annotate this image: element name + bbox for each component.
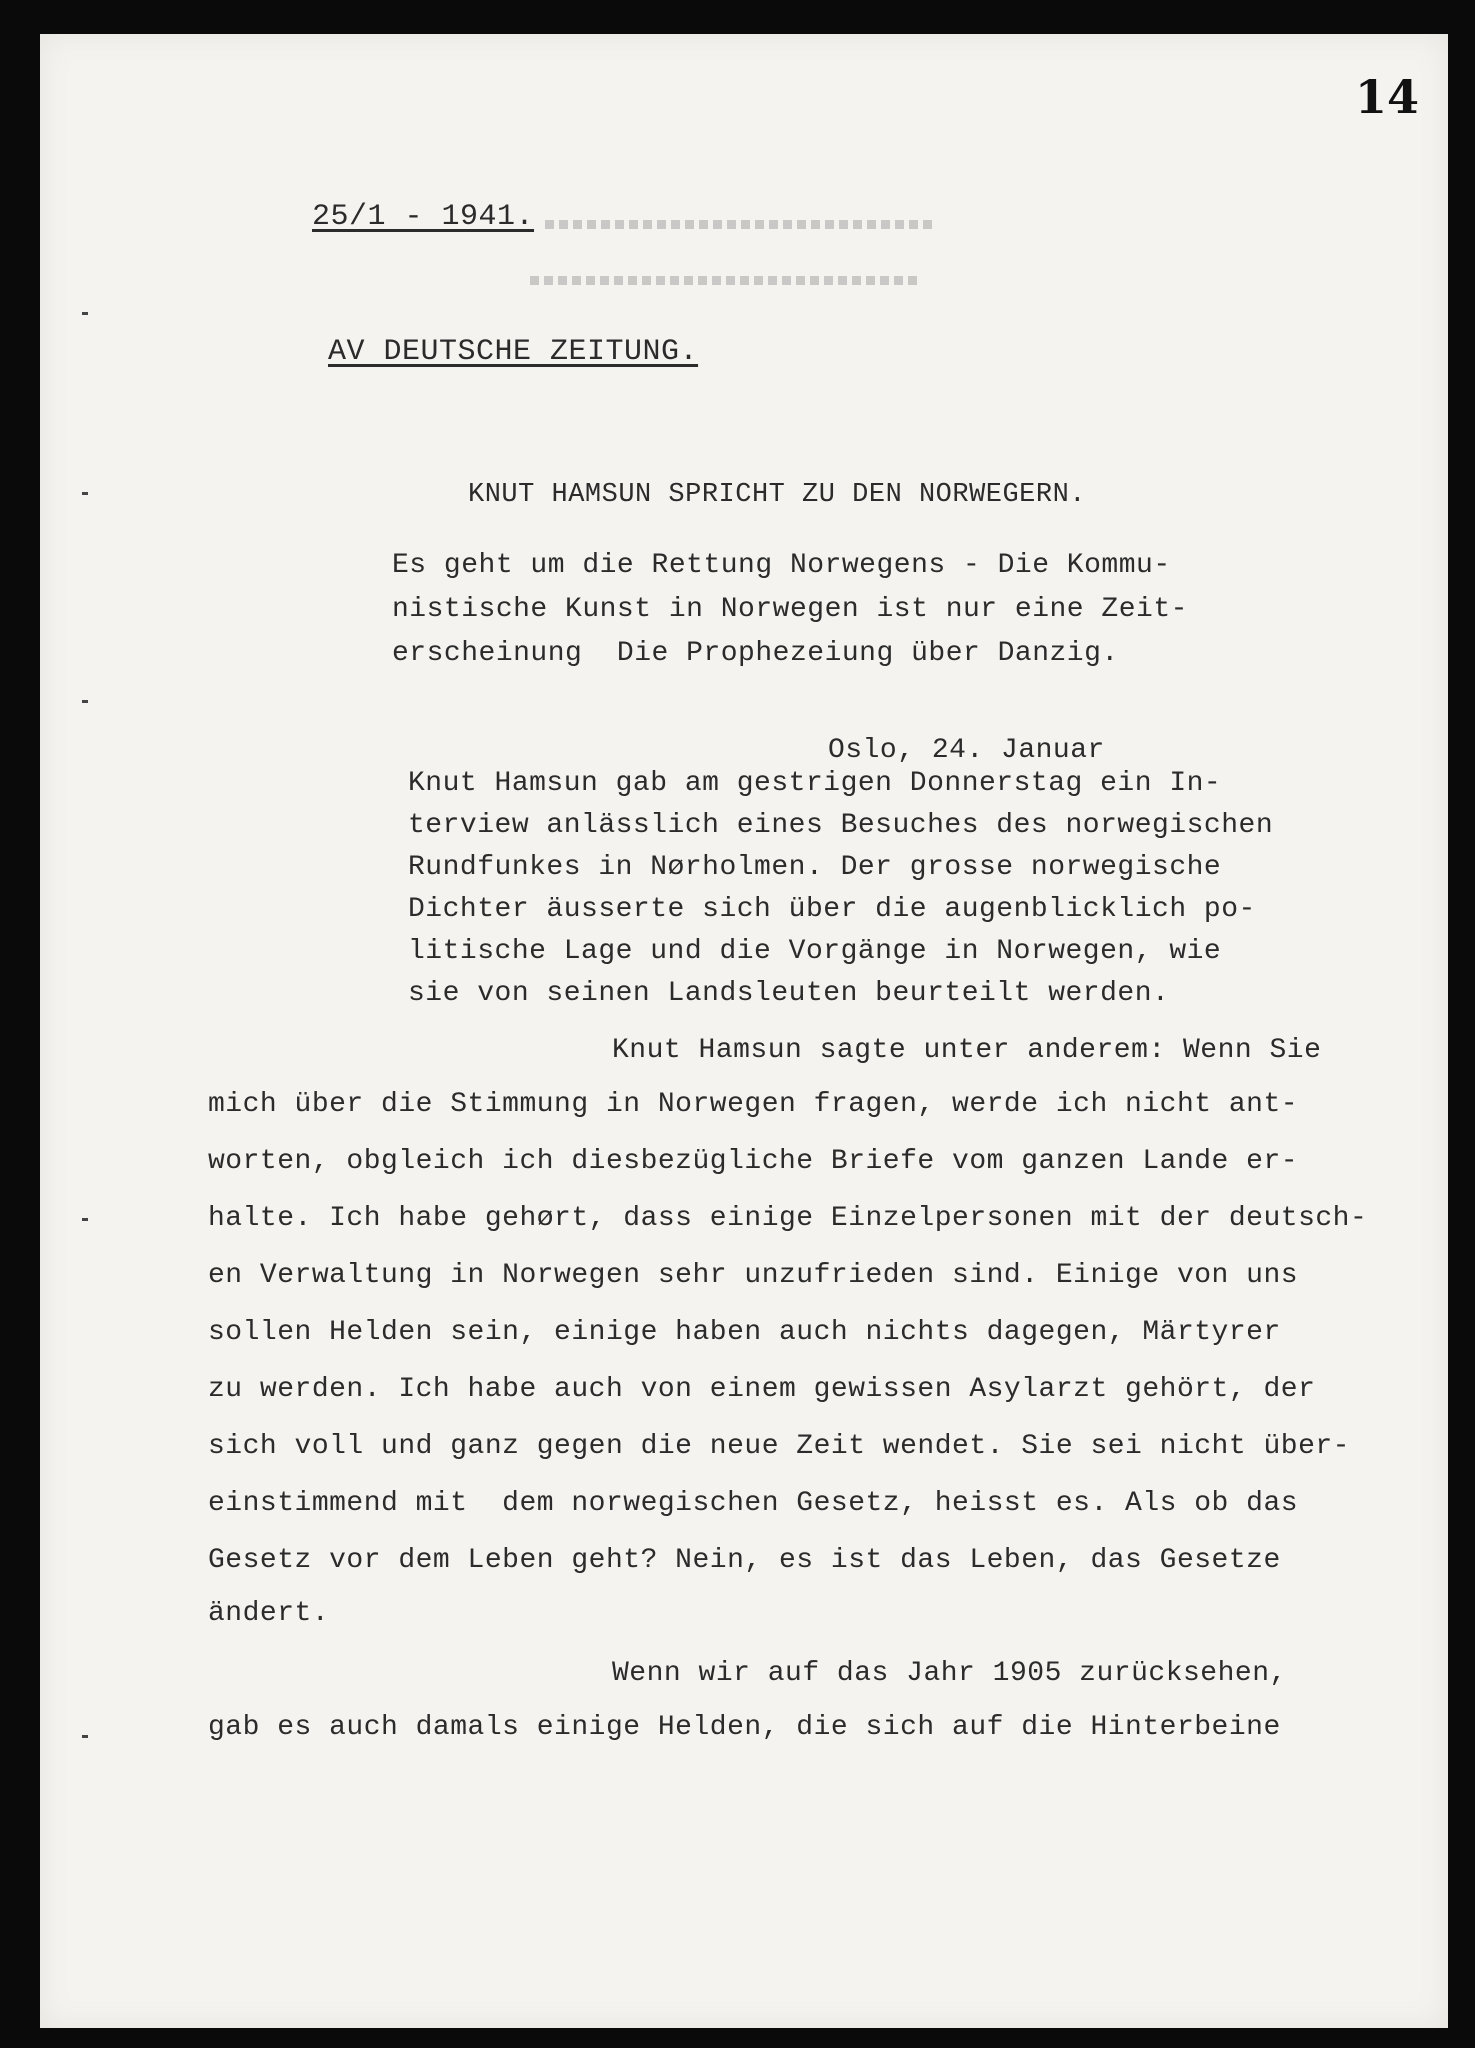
body-line: halte. Ich habe gehørt, dass einige Einzelpersonen mit der deutsch- <box>208 1203 1368 1234</box>
erased-text-mark <box>545 220 935 229</box>
source-line: AV DEUTSCHE ZEITUNG. <box>328 335 699 369</box>
subheadline-line: nistische Kunst in Norwegen ist nur eine Zeit- <box>392 594 1188 625</box>
lead-line: sie von seinen Landsleuten beurteilt werden. <box>408 978 1170 1009</box>
margin-mark <box>82 492 88 495</box>
subheadline-line: erscheinung Die Prophezeiung über Danzig. <box>392 638 1119 669</box>
dateline: Oslo, 24. Januar <box>828 735 1105 766</box>
body-line: sich voll und ganz gegen die neue Zeit wendet. Sie sei nicht über- <box>208 1431 1350 1462</box>
body-line: Gesetz vor dem Leben geht? Nein, es ist das Leben, das Gesetze <box>208 1545 1281 1576</box>
body-line: en Verwaltung in Norwegen sehr unzufrieden sind. Einige von uns <box>208 1260 1299 1291</box>
lead-line: Rundfunkes in Nørholmen. Der grosse norwegische <box>408 852 1222 883</box>
body-line: gab es auch damals einige Helden, die sich auf die Hinterbeine <box>208 1712 1281 1743</box>
body-line: mich über die Stimmung in Norwegen fragen, werde ich nicht ant- <box>208 1089 1299 1120</box>
body-line: sollen Helden sein, einige haben auch nichts dagegen, Märtyrer <box>208 1317 1281 1348</box>
lead-line: Knut Hamsun gab am gestrigen Donnerstag ein In- <box>408 768 1222 799</box>
erased-text-mark <box>530 276 920 285</box>
margin-mark <box>82 1218 88 1221</box>
body-line: Knut Hamsun sagte unter anderem: Wenn Sie <box>612 1035 1322 1066</box>
lead-line: terview anlässlich eines Besuches des norwegischen <box>408 810 1274 841</box>
margin-mark <box>82 312 88 315</box>
subheadline-line: Es geht um die Rettung Norwegens - Die Kommu- <box>392 550 1171 581</box>
article-headline: KNUT HAMSUN SPRICHT ZU DEN NORWEGERN. <box>468 480 1086 510</box>
body-line: worten, obgleich ich diesbezügliche Briefe vom ganzen Lande er- <box>208 1146 1299 1177</box>
margin-mark <box>82 1735 88 1738</box>
lead-line: litische Lage und die Vorgänge in Norwegen, wie <box>408 936 1222 967</box>
body-line: einstimmend mit dem norwegischen Gesetz, heisst es. Als ob das <box>208 1488 1299 1519</box>
lead-line: Dichter äusserte sich über die augenblicklich po- <box>408 894 1256 925</box>
margin-mark <box>82 700 88 703</box>
page-number: 14 <box>1355 70 1420 124</box>
body-line: ändert. <box>208 1598 330 1629</box>
document-date: 25/1 - 1941. <box>312 200 535 234</box>
body-line: Wenn wir auf das Jahr 1905 zurücksehen, <box>612 1658 1287 1689</box>
body-line: zu werden. Ich habe auch von einem gewissen Asylarzt gehört, der <box>208 1374 1316 1405</box>
